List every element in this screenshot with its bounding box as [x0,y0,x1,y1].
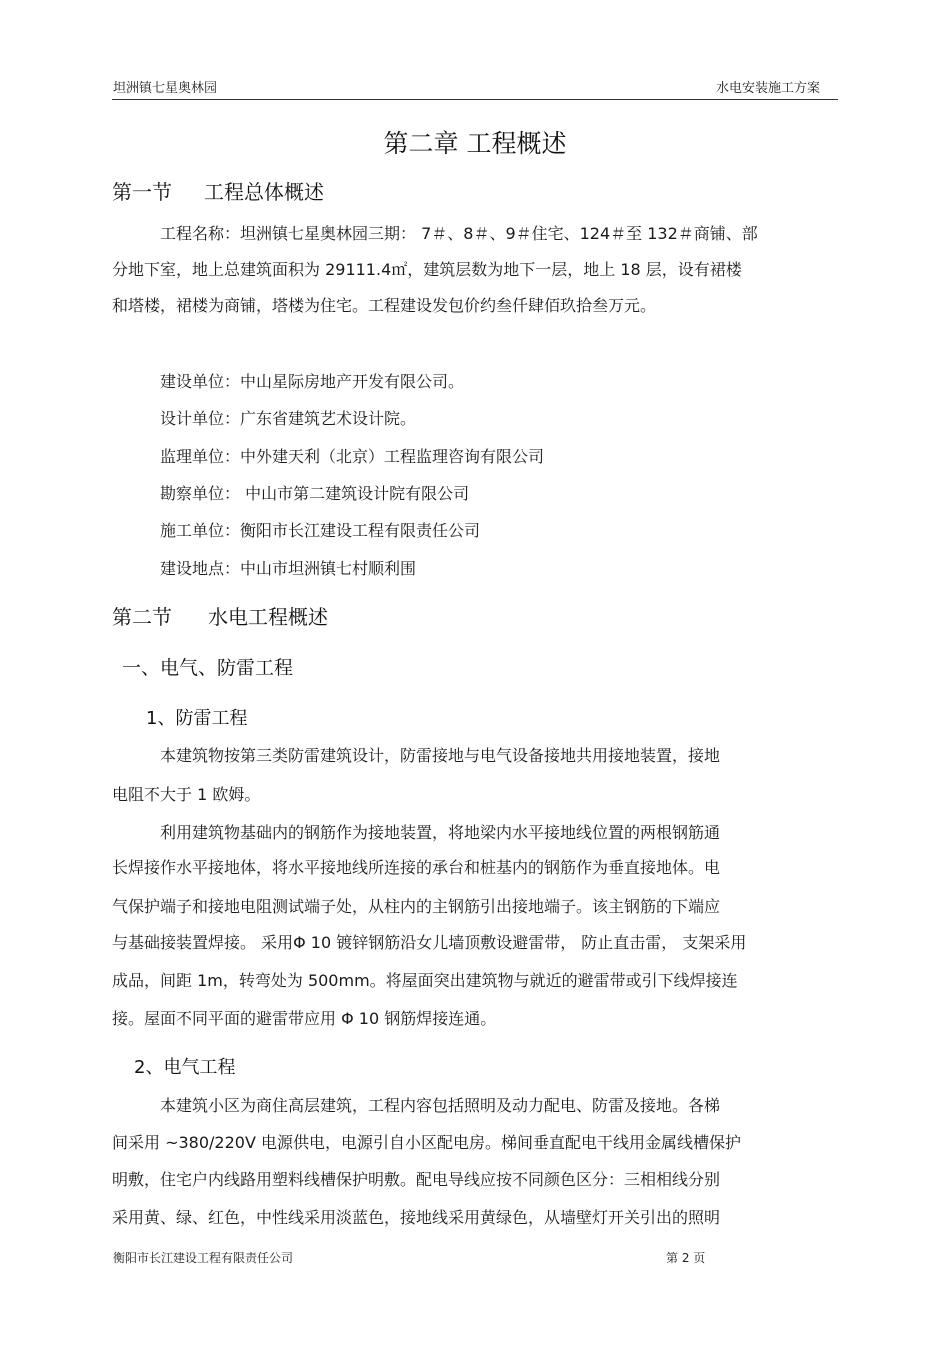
lightning-title: 1、防雷工程 [146,708,248,729]
header-doc-title: 水电安装施工方案 [715,81,820,96]
unit-contractor: 施工单位：衡阳市长江建设工程有限责任公司 [160,521,481,540]
unit-construction-owner: 建设单位：中山星际房地产开发有限公司。 [160,372,465,391]
section1-paragraph-line: 工程名称：坦洲镇七星奥林园三期： 7＃、8＃、9＃住宅、124＃至 132＃商铺、部 [160,224,758,243]
lightning-p1-line: 本建筑物按第三类防雷建筑设计，防雷接地与电气设备接地共用接地装置，接地 [160,746,721,765]
electrical-line: 明敷，住宅户内线路用塑料线槽保护明敷。配电导线应按不同颜色区分：三相相线分别 [112,1170,721,1189]
chapter-title: 第二章 工程概述 [383,129,567,158]
section1-number: 第一节 [112,180,172,204]
lightning-p2-line: 长焊接作水平接地体，将水平接地线所连接的承台和桩基内的钢筋作为垂直接地体。电 [112,858,721,877]
lightning-p2-line: 成品，间距 1m，转弯处为 500mm。将屋面突出建筑物与就近的避雷带或引下线焊接连 [112,971,738,990]
unit-designer: 设计单位：广东省建筑艺术设计院。 [160,409,417,428]
section2-number: 第二节 [112,605,172,629]
section2-title: 水电工程概述 [208,605,328,629]
section1-heading [112,176,324,205]
electrical-line: 采用黄、绿、红色，中性线采用淡蓝色，接地线采用黄绿色，从墙壁灯开关引出的照明 [112,1208,721,1227]
unit-supervisor: 监理单位：中外建天利（北京）工程监理咨询有限公司 [160,447,545,466]
electrical-title: 2、电气工程 [134,1057,236,1078]
lightning-p2-line: 接。屋面不同平面的避雷带应用 Φ 10 钢筋焊接连通。 [112,1009,497,1028]
section1-paragraph-line: 分地下室，地上总建筑面积为 29111.4㎡，建筑层数为地下一层，地上 18 层，设有裙楼 [112,260,742,279]
lightning-p2-line: 利用建筑物基础内的钢筋作为接地装置，将地梁内水平接地线位置的两根钢筋通 [160,823,721,842]
section1-paragraph-line: 和塔楼，裙楼为商铺，塔楼为住宅。工程建设发包价约叁仟肆佰玖拾叁万元。 [112,296,657,315]
unit-surveyor: 勘察单位： 中山市第二建筑设计院有限公司 [160,484,470,503]
header-project-name: 坦洲镇七星奥林园 [113,81,218,96]
lightning-p2-line: 与基础接装置焊接。 采用Φ 10 镀锌钢筋沿女儿墙顶敷设避雷带， 防止直击雷， 支架采用 [112,933,747,952]
unit-location: 建设地点：中山市坦洲镇七村顺利围 [160,559,417,578]
header-divider [112,99,838,100]
footer-page-number: 第 2 页 [666,1251,706,1265]
subsection-electrical-lightning: 一、电气、防雷工程 [122,657,294,679]
lightning-p2-line: 气保护端子和接地电阻测试端子处，从柱内的主钢筋引出接地端子。该主钢筋的下端应 [112,897,721,916]
electrical-line: 间采用 ~380/220V 电源供电，电源引自小区配电房。梯间垂直配电干线用金属线槽保护 [112,1133,741,1152]
lightning-p1-line: 电阻不大于 1 欧姆。 [112,785,261,804]
section1-title: 工程总体概述 [204,180,324,204]
electrical-line: 本建筑小区为商住高层建筑，工程内容包括照明及动力配电、防雷及接地。各梯 [160,1096,721,1115]
section2-heading [112,601,328,630]
footer-company: 衡阳市长江建设工程有限责任公司 [113,1251,294,1265]
